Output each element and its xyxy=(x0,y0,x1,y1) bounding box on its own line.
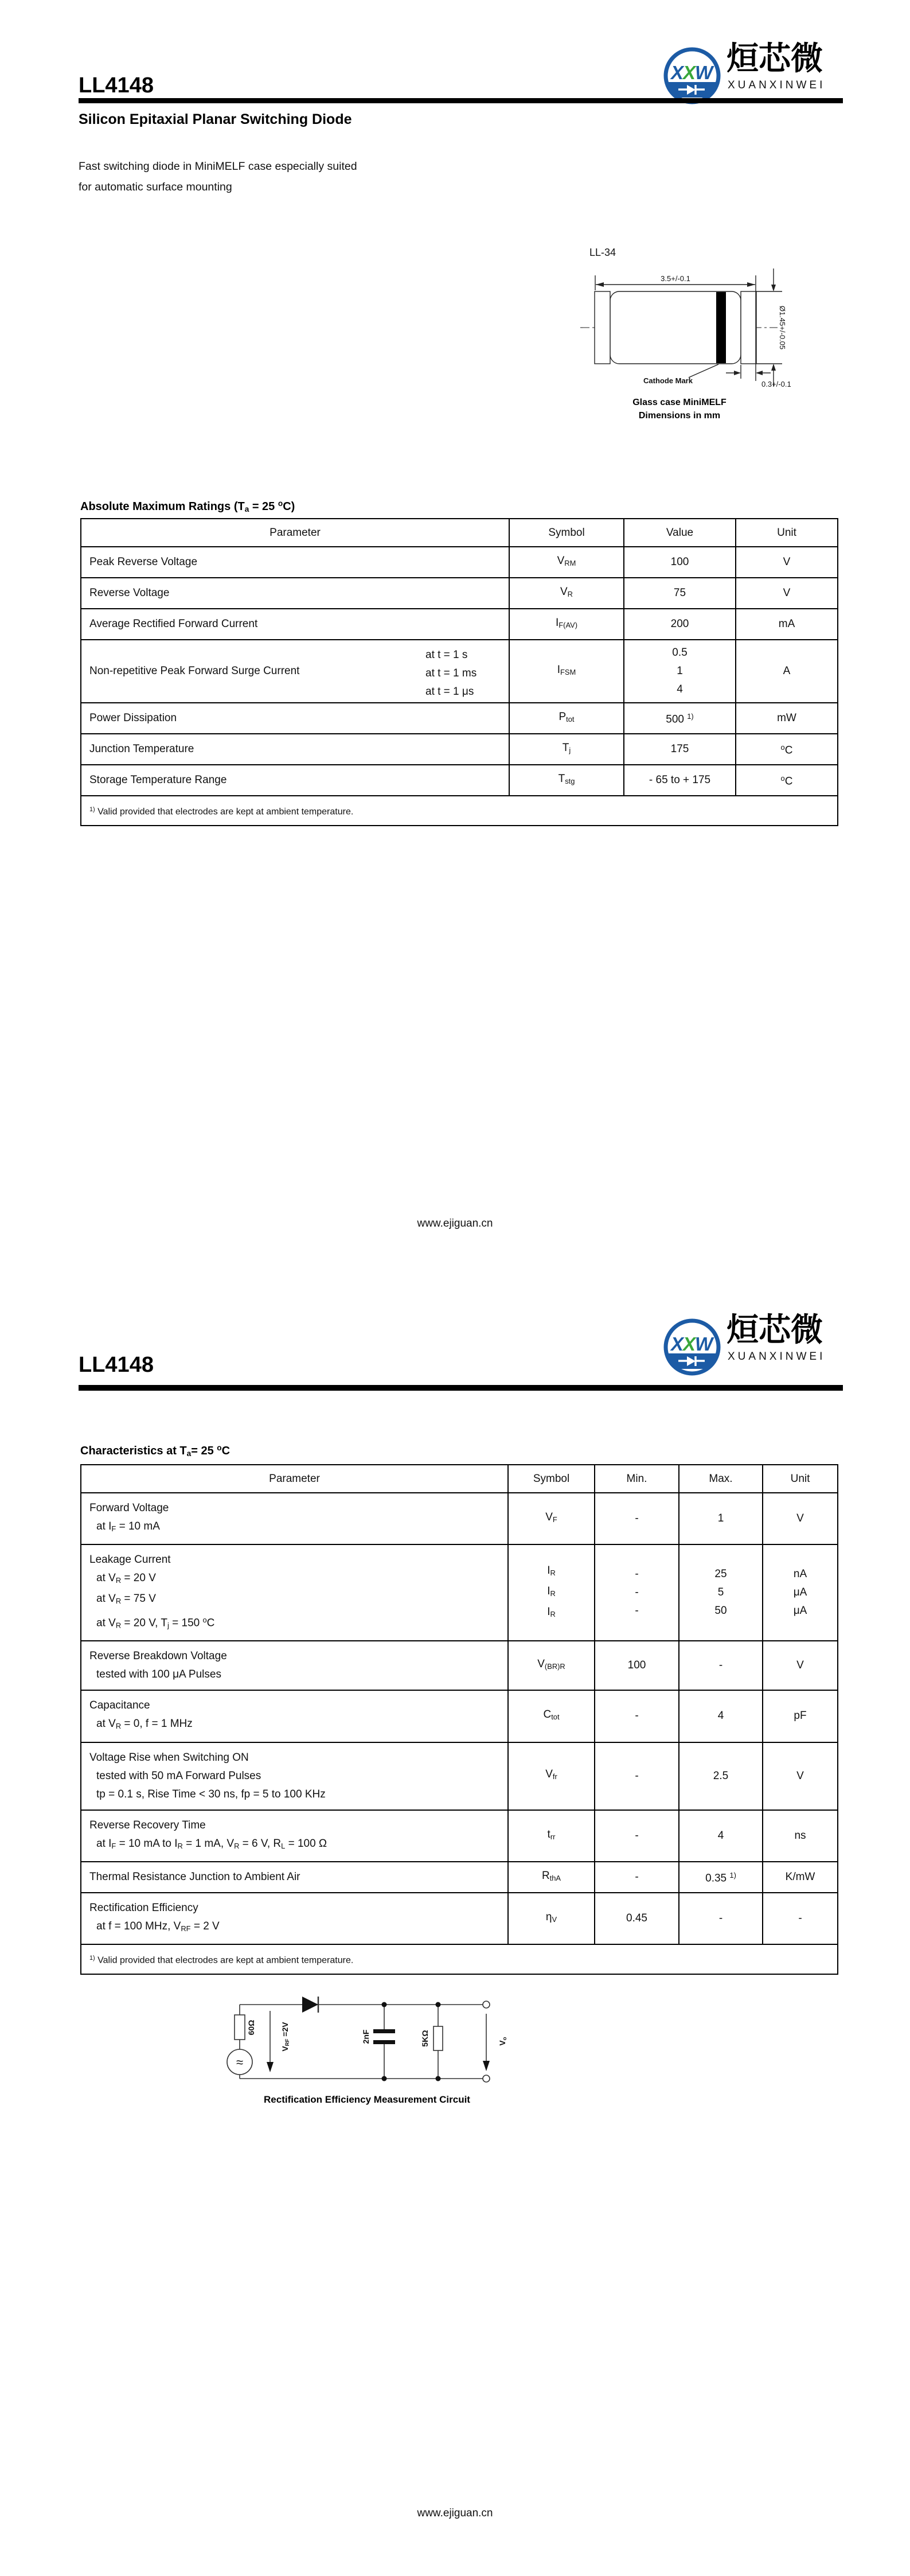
spec-row xyxy=(81,1641,838,1690)
package-caption xyxy=(585,396,774,422)
vrf-label: VRF =2V xyxy=(280,2022,291,2052)
characteristics-table xyxy=(80,1464,838,1975)
arrow-down xyxy=(483,2061,490,2071)
value-cell: - xyxy=(595,1862,679,1893)
value-cell: - - - xyxy=(595,1544,679,1641)
monogram-letter: X xyxy=(671,1333,684,1355)
part-number: LL4148 xyxy=(79,1353,154,1377)
arrow-down xyxy=(771,285,776,291)
column-header: Symbol xyxy=(508,1465,595,1493)
value-cell: - xyxy=(595,1690,679,1742)
parameter-cell: Non-repetitive Peak Forward Surge Current at t = 1 s at t = 1 ms at t = 1 μs xyxy=(81,640,509,703)
spec-row xyxy=(81,640,838,703)
monogram-letter: W xyxy=(695,1333,713,1355)
brand-logo xyxy=(662,1312,869,1383)
value-cell: - xyxy=(595,1742,679,1810)
value-cell: ns xyxy=(763,1810,838,1862)
monogram-letter: W xyxy=(695,62,713,83)
monogram-letter: X xyxy=(683,1333,696,1355)
value-cell: pF xyxy=(763,1690,838,1742)
resistor-5k xyxy=(433,2026,443,2050)
value-cell: VR xyxy=(509,578,624,609)
node-dot xyxy=(436,2076,441,2081)
column-header: Parameter xyxy=(81,1465,508,1493)
value-cell: Ptot xyxy=(509,703,624,734)
arrow-in-right xyxy=(734,371,741,375)
value-cell: 500 $^{1)}$ xyxy=(624,703,736,734)
dim-length: 3.5+/-0.1 xyxy=(661,274,690,283)
value-cell: 100 xyxy=(624,547,736,578)
parameter-cell: Power Dissipation xyxy=(81,703,509,734)
value-cell: ηV xyxy=(508,1893,595,1944)
output-terminal xyxy=(483,2001,490,2008)
arrow-in-left xyxy=(756,371,763,375)
package-caption-line: Dimensions in mm xyxy=(638,411,721,421)
node-dot xyxy=(382,2076,387,2081)
cathode-band xyxy=(716,292,726,363)
parameter-cell: Reverse Voltage xyxy=(81,578,509,609)
value-cell: V xyxy=(736,547,838,578)
arrow-down xyxy=(267,2062,274,2072)
value-cell: 0.45 xyxy=(595,1893,679,1944)
node-dot xyxy=(436,2002,441,2007)
dim-diameter: Ø1.45+/-0.05 xyxy=(778,305,787,350)
spec-row xyxy=(81,1862,838,1893)
value-cell: 1 xyxy=(679,1493,763,1544)
footnote-row xyxy=(81,796,838,826)
description-line: for automatic surface mounting xyxy=(79,181,232,193)
parameter-cell: Capacitance at VR = 0, f = 1 MHz xyxy=(81,1690,508,1742)
parameter-cell: Forward Voltage at IF = 10 mA xyxy=(81,1493,508,1544)
value-cell: 100 xyxy=(595,1641,679,1690)
value-cell: - xyxy=(595,1810,679,1862)
absolute-maximum-ratings-table xyxy=(80,518,838,826)
capacitor-label: 2nF xyxy=(361,2029,370,2044)
brand-name-en: XUANXINWEI xyxy=(728,1351,826,1363)
footer-url[interactable]: www.ejiguan.cn xyxy=(417,1217,493,1229)
arrow-right xyxy=(747,282,755,287)
value-cell: IR IR IR xyxy=(508,1544,595,1641)
header-rule xyxy=(79,1385,843,1391)
parameter-cell: Reverse Breakdown Voltage tested with 100 μA Pulses xyxy=(81,1641,508,1690)
value-cell: V xyxy=(763,1493,838,1544)
abs-max-title: Absolute Maximum Ratings (Ta = 25 $^o$C) xyxy=(80,499,295,514)
characteristics-title: Characteristics at Ta= 25 $^o$C xyxy=(80,1443,231,1458)
value-cell: 0.5 1 4 xyxy=(624,640,736,703)
parameter-cell: Average Rectified Forward Current xyxy=(81,609,509,640)
page-title: Silicon Epitaxial Planar Switching Diode xyxy=(79,111,352,127)
column-header: Symbol xyxy=(509,519,624,547)
spec-row xyxy=(81,609,838,640)
value-cell: 0.35 $^{1)}$ xyxy=(679,1862,763,1893)
monogram-letter: X xyxy=(683,62,696,83)
parameter-cell: Rectification Efficiency at f = 100 MHz, VRF = 2 V xyxy=(81,1893,508,1944)
value-cell: Vfr xyxy=(508,1742,595,1810)
value-cell: V xyxy=(763,1641,838,1690)
parameter-cell: Storage Temperature Range xyxy=(81,765,509,796)
brand-name-cn: 烜芯微 xyxy=(727,40,823,76)
condition-block: at t = 1 s at t = 1 ms at t = 1 μs xyxy=(425,649,477,698)
circuit-caption: Rectification Efficiency Measurement Circuit xyxy=(264,2094,470,2105)
end-cap-right xyxy=(741,291,756,364)
output-terminal xyxy=(483,2075,490,2082)
resistor-5k-label: 5KΩ xyxy=(420,2030,429,2047)
spec-row xyxy=(81,1690,838,1742)
value-cell: RthA xyxy=(508,1862,595,1893)
value-cell: VRM xyxy=(509,547,624,578)
value-cell: 4 xyxy=(679,1690,763,1742)
brand-name-en: XUANXINWEI xyxy=(728,79,826,91)
value-cell: - xyxy=(763,1893,838,1944)
footnote-row xyxy=(81,1944,838,1974)
parameter-cell: Reverse Recovery Time at IF = 10 mA to IR = 1 mA, VR = 6 V, RL = 100 Ω xyxy=(81,1810,508,1862)
value-cell: V(BR)R xyxy=(508,1641,595,1690)
package-drawing xyxy=(573,259,803,397)
brand-logo-icon xyxy=(662,1317,722,1377)
column-header: Max. xyxy=(679,1465,763,1493)
value-cell: mW xyxy=(736,703,838,734)
value-cell: mA xyxy=(736,609,838,640)
parameter-cell: Peak Reverse Voltage xyxy=(81,547,509,578)
parameter-cell: Thermal Resistance Junction to Ambient Air xyxy=(81,1862,508,1893)
spec-row xyxy=(81,547,838,578)
value-cell: V xyxy=(763,1742,838,1810)
value-cell: Ctot xyxy=(508,1690,595,1742)
spec-row xyxy=(81,578,838,609)
value-cell: - xyxy=(679,1893,763,1944)
spec-row xyxy=(81,1742,838,1810)
value-cell: nA μA μA xyxy=(763,1544,838,1641)
resistor-60-label: 60Ω xyxy=(247,2019,256,2036)
package-name: LL-34 xyxy=(589,247,616,258)
header-row xyxy=(81,519,838,547)
header-rule xyxy=(79,98,843,103)
measurement-circuit xyxy=(212,1972,522,2093)
spec-row xyxy=(81,765,838,796)
value-cell: 200 xyxy=(624,609,736,640)
value-cell: A xyxy=(736,640,838,703)
value-cell: Tstg xyxy=(509,765,624,796)
part-number: LL4148 xyxy=(79,73,154,98)
parameter-cell: Leakage Current at VR = 20 V at VR = 75 V at VR = 20 V, Tj = 150 $^o$C xyxy=(81,1544,508,1641)
end-cap-left xyxy=(595,291,610,364)
column-header: Unit xyxy=(736,519,838,547)
value-cell: V xyxy=(736,578,838,609)
spec-row xyxy=(81,734,838,765)
capacitor-plate xyxy=(373,2040,395,2044)
table-footnote: $^{1)}$ Valid provided that electrodes are kept at ambient temperature. xyxy=(81,796,838,826)
value-cell: VF xyxy=(508,1493,595,1544)
value-cell: trr xyxy=(508,1810,595,1862)
vo-label: Vo xyxy=(497,2037,509,2046)
value-cell: 2.5 xyxy=(679,1742,763,1810)
capacitor-plate xyxy=(373,2029,395,2033)
value-cell: 75 xyxy=(624,578,736,609)
spec-row xyxy=(81,1544,838,1641)
value-cell: IFSM xyxy=(509,640,624,703)
parameter-cell: Junction Temperature xyxy=(81,734,509,765)
value-cell: - 65 to + 175 xyxy=(624,765,736,796)
value-cell: Tj xyxy=(509,734,624,765)
monogram-letter: X xyxy=(671,62,684,83)
value-cell: 4 xyxy=(679,1810,763,1862)
cathode-mark-label: Cathode Mark xyxy=(643,376,693,385)
resistor-60 xyxy=(235,2015,245,2040)
value-cell: - xyxy=(595,1493,679,1544)
spec-row xyxy=(81,1810,838,1862)
arrow-left xyxy=(596,282,604,287)
value-cell: K/mW xyxy=(763,1862,838,1893)
ac-wave-icon: ≈ xyxy=(236,2055,244,2069)
brand-logo-icon xyxy=(662,46,722,106)
value-cell: - xyxy=(679,1641,763,1690)
package-caption-line: Glass case MiniMELF xyxy=(632,398,727,407)
value-cell: 25 5 50 xyxy=(679,1544,763,1641)
spec-row xyxy=(81,1493,838,1544)
brand-name-cn: 烜芯微 xyxy=(727,1312,823,1348)
node-dot xyxy=(382,2002,387,2007)
column-header: Min. xyxy=(595,1465,679,1493)
table-footnote: $^{1)}$ Valid provided that electrodes are kept at ambient temperature. xyxy=(81,1944,838,1974)
parameter-cell: Voltage Rise when Switching ON tested with 50 mA Forward Pulses tp = 0.1 s, Rise Time < 30 ns, fp = 5 to 100 KHz xyxy=(81,1742,508,1810)
value-cell: $^o$C xyxy=(736,734,838,765)
diode-symbol xyxy=(302,1997,318,2013)
description-line: Fast switching diode in MiniMELF case especially suited xyxy=(79,160,357,173)
value-cell: IF(AV) xyxy=(509,609,624,640)
column-header: Unit xyxy=(763,1465,838,1493)
header-row xyxy=(81,1465,838,1493)
footer-url[interactable]: www.ejiguan.cn xyxy=(417,2507,493,2519)
dim-band: 0.3+/-0.1 xyxy=(761,380,791,388)
value-cell: $^o$C xyxy=(736,765,838,796)
spec-row xyxy=(81,1893,838,1944)
value-cell: 175 xyxy=(624,734,736,765)
column-header: Parameter xyxy=(81,519,509,547)
column-header: Value xyxy=(624,519,736,547)
description xyxy=(79,156,357,197)
spec-row xyxy=(81,703,838,734)
arrow-up xyxy=(771,364,776,371)
